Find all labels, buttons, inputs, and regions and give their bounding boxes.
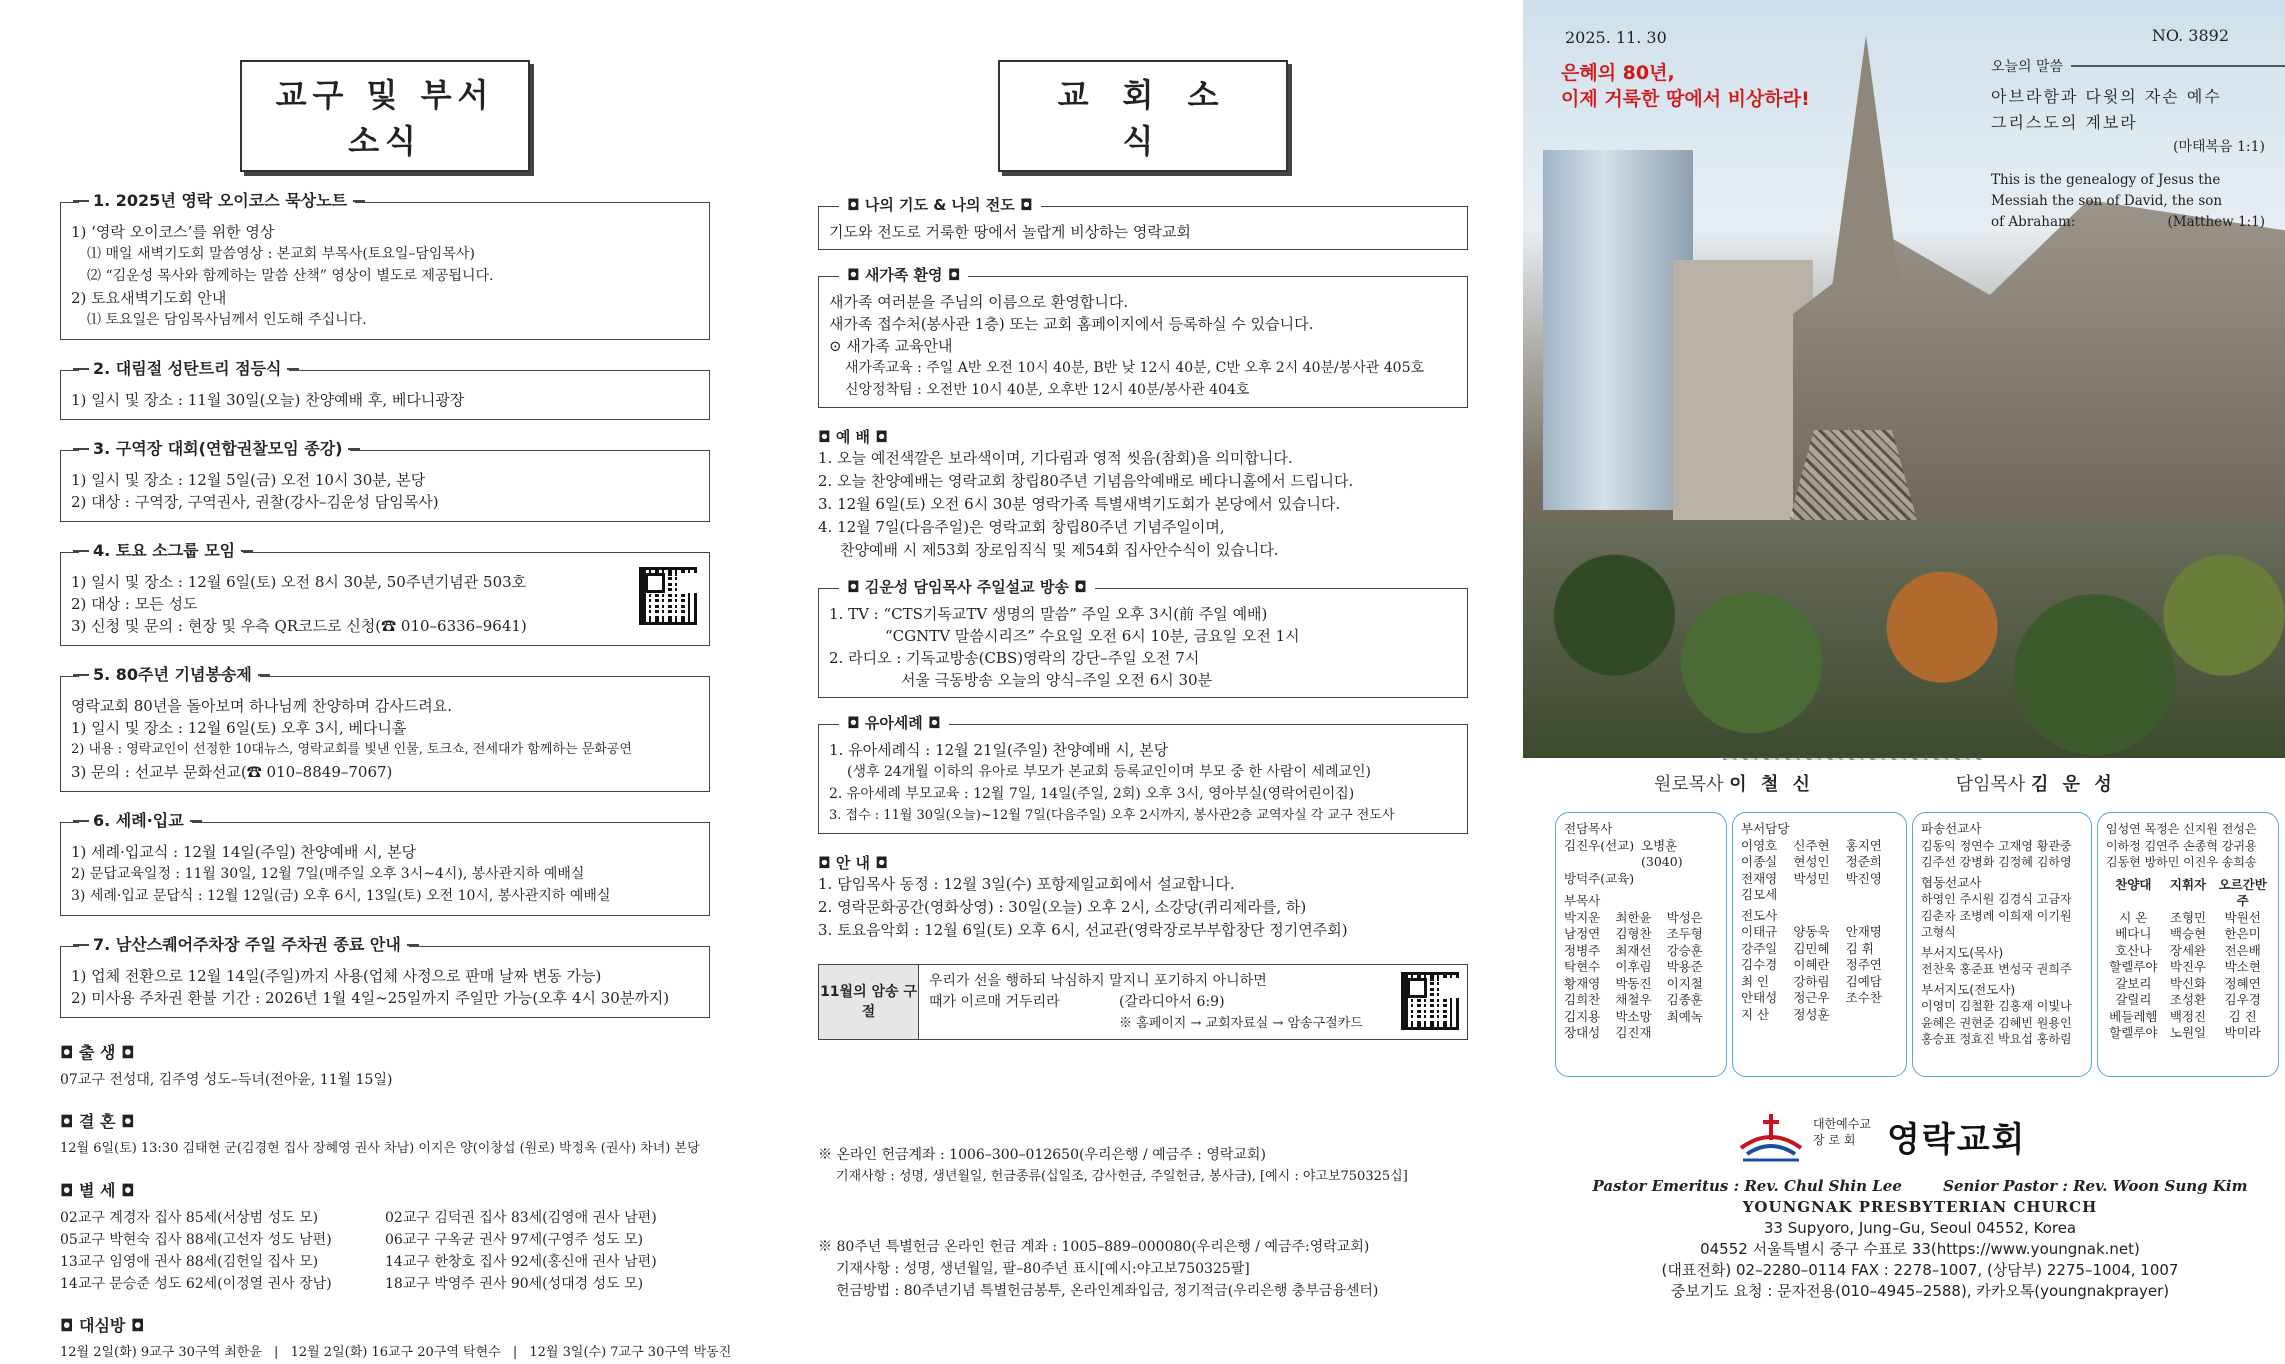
staff-heading: 전담목사: [1564, 821, 1613, 836]
notice-line: 1) 업체 전환으로 12월 14일(주일)까지 사용(업체 사정으로 판매 날짜 변동 가능): [71, 967, 602, 985]
notice-line: 3) 신청 및 문의 : 현장 및 우측 QR코드로 신청(☎ 010–6336–9641): [71, 617, 527, 635]
staff-name: 이혜란: [1793, 957, 1830, 972]
notice-line: 영락교회 80년을 돌아보며 하나님께 찬양하며 감사드려요.: [71, 697, 452, 715]
choir-cell: 할렐루야: [2109, 959, 2158, 974]
notice-box-title: 1. 2025년 영락 오이코스 묵상노트: [79, 190, 355, 212]
notice-line: 1) 일시 및 장소 : 11월 30일(오늘) 찬양예배 후, 베다니광장: [71, 391, 465, 409]
death-item: 02교구 계경자 집사 85세(서상범 성도 모): [60, 1210, 319, 1226]
special-offering-account: ※ 80주년 특별헌금 온라인 헌금 계좌 : 1005–889–000080(우리은행 / 예금주:영락교회): [818, 1239, 1370, 1255]
online-offering-2: [818, 1236, 1468, 1302]
staff-name: 박동진: [1615, 975, 1652, 991]
sermon-line: 1. TV : “CTS기독교TV 생명의 말씀” 주일 오후 3시(前 주일 예배): [829, 605, 1268, 623]
slogan-line: 이제 거룩한 땅에서 비상하라!: [1561, 88, 1810, 110]
infant-baptism-title: ◘ 유아세례 ◘: [839, 712, 949, 734]
worship-item: 3. 12월 6일(토) 오전 6시 30분 영락가족 특별새벽기도회가 본당에서 있습니다.: [818, 495, 1341, 513]
online-offering-detail: 기재사항 : 성명, 생년월일, 헌금종류(십일조, 감사헌금, 주일헌금, 봉사금), [예시 : 야고보750325십]: [836, 1169, 1408, 1184]
notice-line: 1) 세례·입교식 : 12월 14일(주일) 찬양예배 시, 본당: [71, 843, 417, 861]
staff-line: 고형식: [1921, 925, 1956, 939]
photo-building: [1673, 260, 1813, 520]
photo-building: [1543, 150, 1693, 510]
verse-line: 그리스도의 계보라: [1991, 113, 2138, 132]
staff-names: [1564, 910, 1718, 1042]
notice-line: 2) 대상 : 구역장, 구역권사, 권찰(강사–김운성 담임목사): [71, 493, 439, 511]
choir-cell: 노원일: [2169, 1025, 2207, 1040]
notice-box-title: 5. 80주년 기념봉송제: [79, 664, 260, 686]
staff-name: 박지운: [1564, 909, 1601, 925]
parish-news-boxes: [60, 191, 710, 1018]
staff-name: 오병훈(3040): [1641, 837, 1683, 869]
staff-name: 이종실: [1741, 854, 1778, 869]
staff-line: 하영인 주시원 김경식 고금자: [1921, 892, 2072, 906]
choir-cell: 갈릴리: [2115, 992, 2152, 1007]
choir-cell: 할렐루야: [2109, 1025, 2158, 1040]
staff-name: 최예녹: [1666, 1008, 1703, 1024]
choir-cell: 호산나: [2115, 942, 2152, 958]
staff-name: 정병주: [1564, 942, 1601, 958]
emeritus-english: Pastor Emeritus : Rev. Chul Shin Lee: [1592, 1177, 1902, 1195]
staff-name: 박용준: [1666, 959, 1703, 974]
notice-box: [60, 935, 710, 1018]
staff-name: 장대성: [1564, 1025, 1601, 1040]
notice-line: 1) 일시 및 장소 : 12월 5일(금) 오전 10시 30분, 본당: [71, 471, 426, 489]
birth-text: 07교구 전성대, 김주영 성도–득녀(전아윤, 11월 15일): [60, 1072, 393, 1088]
phone-numbers: (대표전화) 02–2280–0114 FAX : 2278–1007, (상담부) 2275–1004, 1007: [1661, 1261, 2179, 1279]
choir-cell: 정혜연: [2224, 975, 2261, 991]
welcome-title: ◘ 새가족 환영 ◘: [839, 264, 968, 286]
parish-news-title: 교구 및 부서소식: [240, 60, 530, 172]
staff-name: 강주일: [1741, 940, 1778, 956]
staff-name: 양동욱: [1793, 924, 1830, 939]
staff-line: 홍승표 정효진 박요섭 홍하림: [1921, 1032, 2072, 1046]
staff-heading: 협동선교사: [1921, 874, 1982, 890]
verse-english-line: Messiah the son of David, the son: [1991, 193, 2223, 209]
senior-english: Senior Pastor : Rev. Woon Sung Kim: [1943, 1177, 2248, 1195]
staff-name: 김수경: [1741, 957, 1778, 972]
staff-name: 안재명: [1845, 924, 1882, 939]
staff-box-pastors: [1555, 812, 1727, 1077]
choir-cell: 백정진: [2169, 1008, 2207, 1024]
logo-denomination: [1813, 1116, 1871, 1148]
worship-item: 1. 오늘 예전색깔은 보라색이며, 기다림과 영적 씻음(참회)을 의미합니다.: [818, 449, 1293, 467]
memory-line: ※ 홈페이지 → 교회자료실 → 암송구절카드: [1119, 1016, 1363, 1031]
infant-line: 1. 유아세례식 : 12월 21일(주일) 찬양예배 시, 본당: [829, 741, 1169, 759]
notice-line: ⑴ 매일 새벽기도회 말씀영상 : 본교회 부목사(토요일–담임목사): [87, 246, 475, 262]
address-english: 33 Supyoro, Jung–Gu, Seoul 04552, Korea: [1763, 1219, 2077, 1237]
staff-name: 강승훈: [1666, 942, 1703, 958]
visit-list: 12월 2일(화) 9교구 30구역 최한윤 | 12월 2일(화) 16교구 20구역 탁현수 | 12월 3일(수) 7교구 30구역 박동진: [60, 1345, 732, 1360]
bulletin-number: NO. 3892: [2151, 26, 2229, 45]
visit-item: 12월 3일(수) 7교구 30구역 박동진: [529, 1345, 732, 1360]
notice-box-title: 4. 토요 소그룹 모임: [79, 540, 243, 562]
notice-box-title: 2. 대림절 성탄트리 점등식: [79, 358, 289, 380]
special-offering-detail: 기재사항 : 성명, 생년월일, 팔–80주년 표시[예시:야고보750325팔]: [836, 1261, 1250, 1277]
staff-name: [1667, 1025, 1718, 1042]
prayer-text: 기도와 전도로 거룩한 땅에서 놀랍게 비상하는 영락교회: [829, 223, 1191, 241]
staff-heading: 부서담당: [1741, 821, 1790, 836]
choir-table: [2106, 877, 2270, 1042]
staff-name: 탁현수: [1564, 959, 1601, 974]
logo-church-name: 영락교회: [1887, 1120, 2027, 1160]
notice-box: [60, 359, 710, 420]
memory-reference: (갈라디아서 6:9): [1119, 994, 1225, 1010]
death-heading: ◘ 별 세 ◘: [60, 1181, 135, 1200]
emeritus-label: 원로목사: [1654, 774, 1724, 795]
staff-name: 박진영: [1845, 870, 1882, 886]
choir-cell: 조성환: [2169, 992, 2207, 1007]
notice-box-title: 6. 세례·입교: [79, 810, 192, 832]
senior-label: 담임목사: [1955, 774, 2026, 795]
staff-name: 박성민: [1793, 870, 1830, 886]
staff-name: 이지철: [1666, 975, 1703, 991]
death-list: [60, 1207, 710, 1295]
choir-cell: 시 온: [2119, 909, 2148, 925]
verse-english: [1991, 170, 2285, 233]
pastors-line: [1570, 770, 2285, 796]
staff-name: 황재영: [1564, 975, 1601, 991]
staff-name: 이영호: [1741, 837, 1778, 853]
worship-item: 4. 12월 7일(다음주일)은 영락교회 창립80주년 기념주일이며,: [818, 518, 1225, 536]
staff-heading: 파송선교사: [1921, 821, 1982, 836]
sermon-line: “CGNTV 말씀시리즈” 수요일 오전 6시 10분, 금요일 오전 1시: [885, 627, 1300, 645]
welcome-box: [818, 266, 1468, 408]
staff-name: 지 산: [1741, 1006, 1770, 1022]
notice-line: 2) 토요새벽기도회 안내: [71, 289, 227, 307]
verse-english-line: [1991, 212, 2285, 233]
todays-word-label: [1991, 56, 2285, 76]
infant-line: (생후 24개월 이하의 유아로 부모가 본교회 등록교인이며 부모 중 한 사람이 세례교인): [847, 764, 1371, 780]
notice-item: 1. 담임목사 동정 : 12월 3일(수) 포항제일교회에서 설교합니다.: [818, 875, 1235, 893]
church-name-english: YOUNGNAK PRESBYTERIAN CHURCH: [1742, 1198, 2098, 1216]
notice-box: [60, 439, 710, 522]
staff-name: 김민혜: [1793, 940, 1830, 956]
death-item: 14교구 한창호 집사 92세(홍신애 권사 남편): [385, 1254, 657, 1270]
staff-name: 최한윤: [1615, 909, 1652, 925]
prayer-request: 중보기도 요청 : 문자전용(010–4945–2588), 카카오톡(youngnakprayer): [1670, 1282, 2170, 1300]
staff-name: 최재선: [1615, 942, 1652, 958]
senior-name: 김 운 성: [2031, 774, 2116, 795]
slogan: [1561, 60, 1810, 112]
memory-verse-box: [818, 964, 1468, 1040]
notice-list: [818, 873, 1468, 942]
staff-name: 채철우: [1615, 992, 1652, 1007]
church-info: [1555, 1176, 2285, 1302]
notice-line: 1) ‘영락 오이코스’를 위한 영상: [71, 223, 275, 241]
notice-box: [60, 665, 710, 792]
notice-line: 1) 일시 및 장소 : 12월 6일(토) 오전 8시 30분, 50주년기념관 503호: [71, 573, 527, 591]
choir-cell: 박진우: [2169, 959, 2207, 974]
death-item: 14교구 문승준 성도 62세(이정열 권사 장남): [60, 1276, 332, 1292]
online-offering-1: [818, 1144, 1468, 1188]
choir-cell: 베들레헴: [2109, 1008, 2158, 1024]
staff-name: 최 인: [1741, 973, 1770, 989]
staff-heading: 부목사: [1564, 893, 1601, 908]
staff-line: 김동현 방하민 이진우 송희송: [2106, 855, 2257, 869]
verse-english-line: This is the genealogy of Jesus the: [1991, 172, 2221, 188]
memory-verse-label: 11월의 암송 구절: [819, 965, 919, 1039]
staff-name: 박소망: [1615, 1008, 1652, 1024]
death-item: 05교구 박현숙 집사 88세(고선자 성도 남편): [60, 1232, 332, 1248]
staff-name: 김 휘: [1845, 940, 1874, 956]
address-korean: 04552 서울특별시 중구 수표로 33(https://www.youngnak.net): [1700, 1240, 2140, 1258]
choir-cell: 박미라: [2224, 1025, 2261, 1040]
welcome-line: 새가족 여러분을 주님의 이름으로 환영합니다.: [829, 293, 1129, 311]
visit-item: 12월 2일(화) 9교구 30구역 최한윤: [60, 1345, 262, 1360]
memory-verse-text: [919, 965, 1467, 1039]
staff-directory: [1555, 812, 2283, 1082]
choir-cell: 장세완: [2169, 942, 2207, 958]
notice-line: 2) 내용 : 영락교인이 선정한 10대뉴스, 영락교회를 빛낸 인물, 토크쇼, 전세대가 함께하는 문화공연: [71, 742, 632, 757]
photo-trees: [1523, 520, 2285, 758]
verse-english-reference: (Matthew 1:1): [2167, 214, 2265, 230]
death-item: 13교구 임영애 권사 88세(김헌일 집사 모): [60, 1254, 319, 1270]
welcome-line: 신앙정착팀 : 오전반 10시 40분, 오후반 12시 40분/봉사관 404호: [845, 382, 1250, 398]
sermon-box: [818, 578, 1468, 698]
staff-box-missionaries: [1912, 812, 2092, 1077]
staff-box-departments: [1732, 812, 1907, 1077]
staff-name: 신주현: [1793, 837, 1830, 853]
staff-name: 방덕주(교육): [1564, 870, 1635, 886]
notice-line: 3) 문의 : 선교부 문화선교(☎ 010–8849–7067): [71, 763, 393, 781]
parish-news-column: [60, 60, 732, 1364]
notice-heading: ◘ 안 내 ◘: [818, 854, 888, 872]
death-item: 02교구 김덕권 집사 83세(김영애 권사 남편): [385, 1210, 657, 1226]
staff-line: 전찬욱 홍준표 변성국 권희주: [1921, 962, 2072, 976]
prayer-title: ◘ 나의 기도 & 나의 전도 ◘: [839, 194, 1041, 216]
choir-cell: 박원선: [2224, 909, 2261, 925]
notice-item: 2. 영락문화공간(영화상영) : 30일(오늘) 오후 2시, 소강당(퀴리제라를, 하): [818, 898, 1307, 916]
staff-line: 윤혜은 권현준 김혜빈 원용인: [1921, 1015, 2072, 1030]
emeritus-name: 이 철 신: [1729, 774, 1814, 795]
staff-name: 홍지연: [1845, 837, 1882, 853]
notice-line: ⑴ 토요일은 담임목사님께서 인도해 주십니다.: [87, 312, 367, 328]
staff-name: 남정연: [1564, 926, 1601, 941]
staff-name: 현성인: [1793, 854, 1830, 869]
worship-heading: ◘ 예 배 ◘: [818, 428, 888, 446]
sermon-title: ◘ 김운성 담임목사 주일설교 방송 ◘: [839, 576, 1095, 598]
choir-cell: 박신화: [2169, 975, 2207, 991]
staff-name: 김모세: [1741, 887, 1778, 902]
staff-name: 정근우: [1793, 990, 1830, 1005]
choir-cell: 조형민: [2169, 909, 2207, 925]
special-offering-method: 헌금방법 : 80주년기념 특별헌금봉투, 온라인계좌입금, 정기적금(우리은행 충부금융센터): [836, 1283, 1379, 1299]
worship-item: 찬양예배 시 제53회 장로임직식 및 제54회 집사안수식이 있습니다.: [840, 541, 1279, 559]
verse-english-line-text: of Abraham:: [1991, 214, 2076, 230]
staff-name: 안태성: [1741, 990, 1778, 1005]
notice-box: [60, 191, 710, 340]
choir-column-header: 지휘자: [2169, 876, 2207, 892]
notice-line: ⑵ “김운성 목사와 함께하는 말씀 산책” 영상이 별도로 제공됩니다.: [87, 268, 494, 284]
sermon-line: 서울 극동방송 오늘의 양식–주일 오전 6시 30분: [901, 671, 1213, 689]
choir-cell: 김우경: [2224, 992, 2261, 1007]
choir-cell: 김 진: [2228, 1008, 2257, 1024]
birth-heading: ◘ 출 생 ◘: [60, 1043, 135, 1062]
notice-line: 1) 일시 및 장소 : 12월 6일(토) 오후 3시, 베다니홀: [71, 719, 407, 737]
church-news-title: 교회소식: [998, 60, 1288, 172]
staff-line: 김주선 강병화 김정혜 김하영: [1921, 855, 2072, 869]
photo-spire: [1831, 35, 1901, 295]
marriage-text: 12월 6일(토) 13:30 김태현 군(김경현 집사 장혜영 권사 차남) 이지은 양(이창섭 (원로) 박정옥 (권사) 차녀) 본당: [60, 1141, 700, 1156]
staff-line: 임성연 목정은 신지원 전성은: [2106, 822, 2257, 836]
qr-code-icon[interactable]: [639, 567, 697, 625]
welcome-line: 새가족 접수처(봉사관 1층) 또는 교회 홈페이지에서 등록하실 수 있습니다.: [829, 315, 1314, 333]
memory-line: 우리가 선을 행하되 낙심하지 말지니 포기하지 아니하면: [929, 973, 1267, 989]
verse-korean: [1991, 84, 2285, 136]
staff-name: 박성은: [1666, 909, 1703, 925]
notice-box: [60, 541, 710, 646]
pastor-names-english: [1555, 1176, 2285, 1197]
welcome-line: ⊙ 새가족 교육안내: [829, 337, 953, 355]
welcome-line: 새가족교육 : 주일 A반 오전 10시 40분, B반 낮 12시 40분, C반 오후 2시 40분/봉사관 405호: [845, 360, 1424, 376]
staff-name: 정주연: [1845, 957, 1882, 972]
notice-line: 2) 문답교육일정 : 11월 30일, 12월 7일(매주일 오후 3시~4시), 봉사관지하 예배실: [71, 866, 585, 882]
prayer-box: [818, 196, 1468, 250]
staff-name: 정성훈: [1793, 1006, 1830, 1022]
staff-name: 김진우(선교): [1564, 837, 1635, 853]
death-item: 06교구 구옥균 권사 97세(구영주 성도 모): [385, 1232, 644, 1248]
staff-names: [1564, 838, 1718, 871]
staff-box-choirs: [2097, 812, 2279, 1077]
staff-name: 김지용: [1564, 1008, 1601, 1024]
notice-line: 2) 미사용 주차권 환불 기간 : 2026년 1월 4일~25일까지 주일만 가능(오후 4시 30분까지): [71, 989, 670, 1007]
choir-cell: 박소현: [2224, 959, 2261, 974]
infant-line: 3. 접수 : 11월 30일(오늘)~12월 7일(다음주일) 오후 2시까지, 봉사관2층 교역자실 각 교구 전도사: [829, 808, 1395, 823]
verse-reference: (마태복음 1:1): [2172, 139, 2265, 155]
staff-heading: 부서지도(목사): [1921, 944, 2004, 960]
online-offering-account: ※ 온라인 헌금계좌 : 1006–300–012650(우리은행 / 예금주 : 영락교회): [818, 1147, 1266, 1163]
staff-name: 전재영: [1741, 870, 1778, 886]
visit-heading: ◘ 대심방 ◘: [60, 1316, 145, 1335]
staff-name: [1846, 1007, 1898, 1024]
staff-name: 김종훈: [1666, 992, 1703, 1007]
staff-heading: 부서지도(전도사): [1921, 981, 2016, 997]
memory-line: 때가 이르매 거두리라: [929, 994, 1060, 1010]
choir-cell: 베다니: [2115, 926, 2152, 941]
church-logo-icon: [1735, 1108, 1807, 1162]
worship-item: 2. 오늘 찬양예배는 영락교회 창립80주년 기념음악예배로 베다니홀에서 드립니다.: [818, 472, 1354, 490]
notice-box: [60, 811, 710, 916]
notice-box-title: 7. 남산스퀘어주차장 주일 주차권 종료 안내: [79, 934, 409, 956]
qr-code-icon[interactable]: [1401, 972, 1459, 1030]
marriage-heading: ◘ 결 혼 ◘: [60, 1112, 135, 1131]
verse-line: 아브라함과 다윗의 자손 예수: [1991, 87, 2222, 106]
worship-list: [818, 447, 1468, 562]
infant-line: 2. 유아세례 부모교육 : 12월 7일, 14일(주일, 2회) 오후 3시, 영아부실(영락어린이집): [829, 786, 1355, 802]
death-item: 18교구 박영주 권사 90세(성대경 성도 모): [385, 1276, 644, 1292]
choir-column-header: 찬양대: [2115, 876, 2152, 892]
staff-name: 김형찬: [1615, 926, 1652, 941]
visit-item: 12월 2일(화) 16교구 20구역 탁현수: [290, 1345, 501, 1360]
staff-line: 이영미 김철환 김홍재 이빛나: [1921, 999, 2072, 1013]
choir-cell: 갈보리: [2115, 975, 2152, 991]
staff-names: [1741, 924, 1898, 1023]
bulletin-date: 2025. 11. 30: [1565, 28, 1667, 47]
infant-baptism-box: [818, 714, 1468, 834]
staff-name: 조수찬: [1845, 990, 1882, 1005]
staff-name: 이태규: [1741, 924, 1778, 939]
todays-word: [1991, 56, 2285, 233]
notice-item: 3. 토요음악회 : 12월 6일(토) 오후 6시, 선교관(영락장로부부합창단 정기연주회): [818, 921, 1348, 939]
notice-line: 3) 세례·입교 문답식 : 12월 12일(금) 오후 6시, 13일(토) 오전 10시, 봉사관지하 예배실: [71, 888, 611, 904]
staff-name: 조두형: [1666, 926, 1703, 941]
staff-name: 정준희: [1845, 854, 1882, 869]
staff-name: 김예담: [1845, 973, 1882, 989]
choir-cell: 한은미: [2224, 926, 2261, 941]
staff-name: 김희찬: [1564, 992, 1601, 1007]
staff-line: 김동익 정연수 고재영 황관중: [1921, 838, 2072, 853]
slogan-line: 은혜의 80년,: [1561, 62, 1675, 84]
choir-cell: 백승현: [2169, 926, 2207, 941]
church-logo: [1735, 1108, 2055, 1162]
choir-cell: 전은배: [2224, 942, 2261, 958]
staff-names: [1741, 838, 1898, 888]
todays-word-label-text: 오늘의 말씀: [1991, 59, 2064, 75]
notice-line: 2) 대상 : 모든 성도: [71, 595, 198, 613]
logo-small-line: 대한예수교: [1813, 1117, 1871, 1131]
sermon-line: 2. 라디오 : 기독교방송(CBS)영락의 강단–주일 오전 7시: [829, 649, 1200, 667]
staff-line: 이하정 김연주 손종혁 강귀용: [2106, 838, 2257, 853]
church-photo: [1523, 0, 2285, 758]
staff-name: 강하림: [1793, 973, 1830, 989]
staff-heading: 전도사: [1741, 907, 1778, 923]
staff-name: 이후림: [1615, 959, 1652, 974]
notice-box-title: 3. 구역장 대회(연합권찰모임 종강): [79, 438, 350, 460]
choir-column-header: 오르간반주: [2218, 876, 2267, 908]
staff-line: 김춘자 조병례 이희재 이기원: [1921, 908, 2072, 923]
church-news-column: [818, 60, 1468, 1302]
logo-small-line: 장 로 회: [1813, 1133, 1856, 1147]
staff-name: 김진재: [1615, 1025, 1652, 1040]
